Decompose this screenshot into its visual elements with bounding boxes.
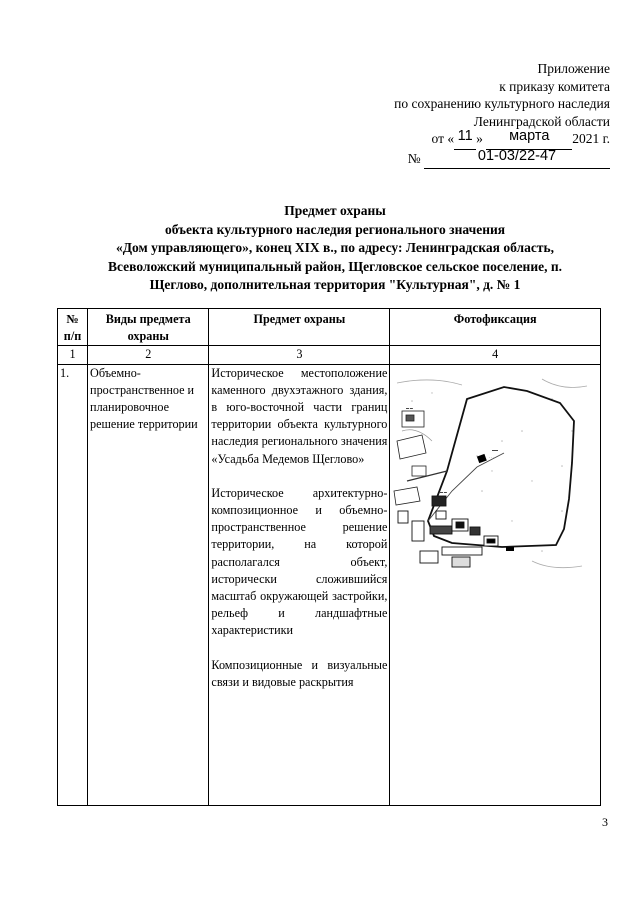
left-structures <box>394 411 426 505</box>
date-month-field <box>486 130 572 150</box>
date-day-field <box>454 130 476 150</box>
territory-boundary <box>428 387 574 547</box>
row-number: 1. <box>58 364 88 805</box>
svg-text:▬ ▬: ▬ ▬ <box>406 405 414 410</box>
svg-text:· · ·: · · · <box>489 455 495 460</box>
lower-buildings <box>398 496 498 567</box>
date-year: 2021 г. <box>572 131 610 146</box>
appendix-block <box>310 60 610 169</box>
subject-paragraph-3: Композиционные и визуальные связи и видовые раскрытия <box>211 657 388 689</box>
territory-map-image <box>392 371 592 581</box>
protection-subject-table <box>57 308 601 806</box>
column-number-3: 3 <box>209 346 390 364</box>
date-mid: » <box>476 131 483 146</box>
column-number-2: 2 <box>88 346 209 364</box>
appendix-line-4: Ленинградской области <box>473 113 610 129</box>
appendix-line-2: к приказу комитета <box>499 78 610 94</box>
building-marker <box>477 453 487 462</box>
svg-text:▬▬: ▬▬ <box>492 447 499 452</box>
date-month: марта <box>509 128 550 144</box>
number-prefix: № <box>407 150 421 166</box>
row-photo <box>390 364 601 805</box>
title-line-3: «Дом управляющего», конец XIX в., по адресу: Ленинградская область, <box>116 240 554 256</box>
table-header-row <box>58 309 601 346</box>
title-line-5: Щеглово, дополнительная территория "Культурная", д. № 1 <box>149 277 521 293</box>
date-day: 11 <box>457 128 473 144</box>
column-number-4: 4 <box>390 346 601 364</box>
date-prefix: от « <box>431 131 455 146</box>
svg-text:▬ ▬: ▬ ▬ <box>440 489 448 494</box>
order-number <box>310 147 610 170</box>
subject-paragraph-2: Историческое архитектурно-композиционное и объемно-пространственное решение территории, на которой располагался объект, исторически сложившийся масштаб окружающей застройки, рельеф и ландшафтные характеристики <box>211 485 388 638</box>
row-subject <box>209 364 390 805</box>
appendix-line-3: по сохранению культурного наследия <box>394 96 610 111</box>
header-subject: Предмет охраны <box>209 309 390 346</box>
column-number-row <box>58 346 601 364</box>
number-field <box>424 147 610 170</box>
title-line-2: объекта культурного наследия регионального значения <box>164 221 506 237</box>
header-number: № п/п <box>58 309 88 346</box>
order-date <box>310 130 610 150</box>
column-number-1: 1 <box>58 346 88 364</box>
number-value: 01-03/22-47 <box>477 147 557 164</box>
table-row <box>58 364 601 805</box>
territory-map <box>392 371 598 586</box>
title-line-1: Предмет охраны <box>284 203 386 218</box>
row-kind: Объемно-пространственное и планировочное решение территории <box>88 364 209 805</box>
title-line-4: Всеволожский муниципальный район, Щегловское сельское поселение, п. <box>107 258 563 274</box>
header-kind: Виды предмета охраны <box>88 309 209 346</box>
page-number: 3 <box>602 815 608 829</box>
header-photo: Фотофиксация <box>390 309 601 346</box>
appendix-line-1: Приложение <box>537 61 610 76</box>
subject-paragraph-1: Историческое местоположение каменного двухэтажного здания, в юго-восточной части границ территории объекта культурного наследия регионального значения «Усадьба Медемов Щеглово» <box>211 365 388 466</box>
document-title <box>40 202 630 295</box>
